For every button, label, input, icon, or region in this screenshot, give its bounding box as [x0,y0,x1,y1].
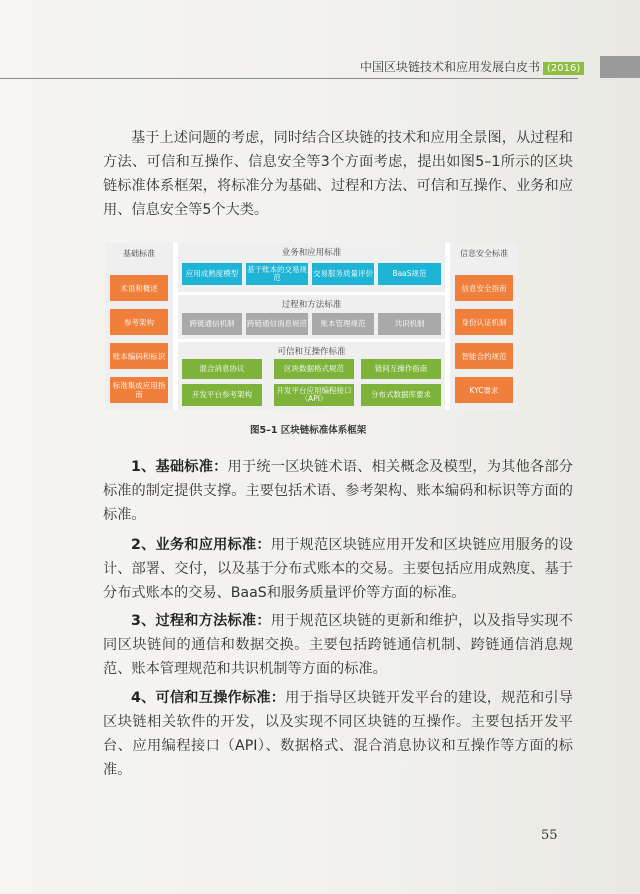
basic-item: 标准集成应用指南 [110,377,168,403]
band-item: 分布式数据库要求 [361,384,441,406]
business-application-band [178,243,445,292]
section-paragraph [103,609,573,681]
page-number: 55 [541,828,558,843]
band-item: 链间互操作指南 [361,359,441,379]
band-item: 开发平台应用编程接口（API） [274,384,354,406]
header-title: 中国区块链技术和应用发展白皮书 [360,60,541,74]
band-item: 基于账本的交易规范 [246,263,308,285]
header-rule [0,78,578,79]
security-item: KYC要求 [455,377,513,403]
running-header [360,58,584,75]
band-item: 跨链通信消息规范 [246,313,308,335]
security-item: 身份认证机制 [455,309,513,335]
band-item: 跨链通信机制 [182,313,242,335]
band-item: 区块数据格式规范 [274,359,354,379]
process-method-band [178,295,445,339]
section-heading: 2、业务和应用标准： [131,537,271,553]
band-title: 业务和应用标准 [281,248,342,258]
section-heading: 4、可信和互操作标准： [131,690,286,706]
header-year-badge: (2016) [543,62,584,75]
section-heading: 3、过程和方法标准： [131,613,271,629]
basic-standards-title: 基础标准 [123,249,155,258]
trust-interop-band [178,342,445,410]
basic-item: 术语和概述 [110,275,168,301]
band-item: 应用成熟度模型 [182,263,242,285]
section-paragraph [103,533,573,605]
band-item: 开发平台参考架构 [182,384,262,406]
header-bar [600,56,640,78]
security-item: 智能合约规范 [455,343,513,369]
section-heading: 1、基础标准： [131,459,228,475]
intro-paragraph: 基于上述问题的考虑，同时结合区块链的技术和应用全景图，从过程和方法、可信和互操作、信息安全等3个方面考虑，提出如图5–1所示的区块链标准体系框架，将标准分为基础、过程和方法、可信和互操作、业务和应用、信息安全等5个大类。 [103,130,573,218]
section-body: 用于指导区块链开发平台的建设，规范和引导区块链相关软件的开发，以及实现不同区块链的互操作。主要包括开发平台、应用编程接口（API）、数据格式、混合消息协议和互操作等方面的标准。 [103,690,573,778]
section-body: 用于规范区块链的更新和维护，以及指导实现不同区块链间的通信和数据交换。主要包括跨链通信机制、跨链通信消息规范、账本管理规范和共识机制等方面的标准。 [103,613,573,677]
security-item: 信息安全指南 [455,275,513,301]
basic-standards-column [105,243,173,410]
band-item: 混合消息协议 [182,359,262,379]
band-item: 账本管理规范 [312,313,374,335]
basic-item: 账本编码和标识 [110,343,168,369]
section-paragraph [103,686,573,782]
band-title: 过程和方法标准 [281,300,342,310]
basic-item: 参考架构 [110,309,168,335]
section-paragraph [103,455,573,527]
framework-figure [105,243,518,410]
band-item: BaaS规范 [378,263,441,285]
security-standards-column [450,243,518,410]
figure-caption: 图5–1 区块链标准体系框架 [250,425,367,436]
band-item: 共识机制 [378,313,441,335]
band-title: 可信和互操作标准 [277,347,346,357]
band-item: 交易服务质量评价 [312,263,374,285]
security-standards-title: 信息安全标准 [460,249,508,258]
section-body: 用于规范区块链应用开发和区块链应用服务的设计、部署、交付，以及基于分布式账本的交易。主要包括应用成熟度、基于分布式账本的交易、BaaS和服务质量评价等方面的标准。 [103,537,573,601]
section-body: 用于统一区块链术语、相关概念及模型，为其他各部分标准的制定提供支撑。主要包括术语、参考架构、账本编码和标识等方面的标准。 [103,459,573,523]
